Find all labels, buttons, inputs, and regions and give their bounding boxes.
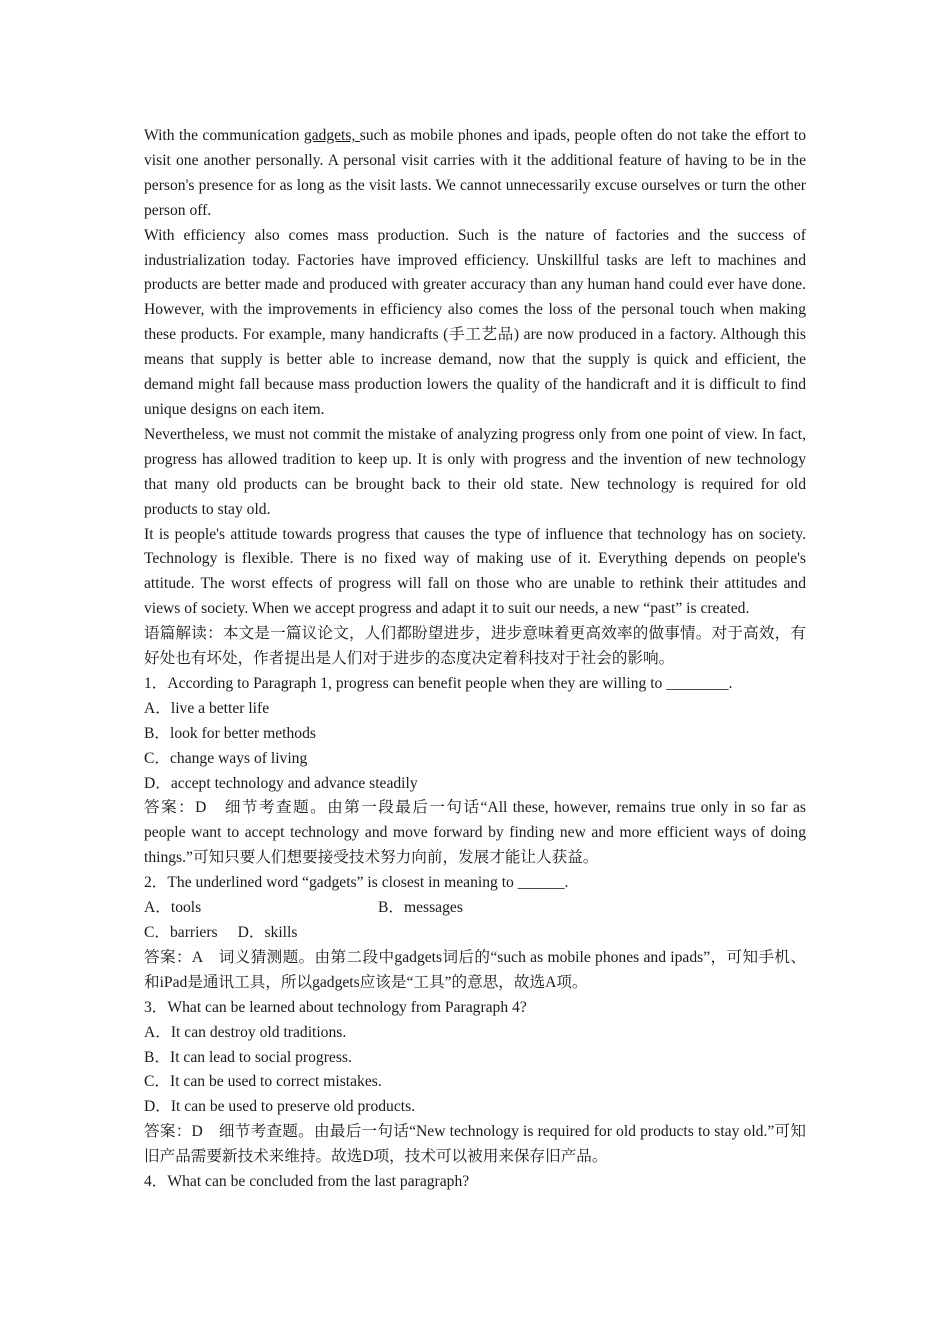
question-2-option-d: D．skills (237, 924, 298, 941)
question-3-stem: 3．What can be learned about technology from Paragraph 4? (144, 998, 527, 1016)
question-1-option-b: B．look for better methods (144, 724, 316, 742)
question-2-stem: 2．The underlined word “gadgets” is closest in meaning to ______. (144, 874, 569, 892)
question-2-option-c: C．barriers (144, 924, 218, 941)
question-1-option-a: A．live a better life (144, 699, 270, 717)
question-3-option-d: D．It can be used to preserve old products. (144, 1098, 416, 1116)
question-3-answer: 答案：D 细节考查题。由最后一句话“New technology is required for old products to stay old.”可知旧产品需要新技术来维持。故选D项，技术可以被用来保存旧产品。 (144, 1123, 806, 1166)
document-page (144, 124, 806, 1195)
passage-paragraph-4: It is people's attitude towards progress that causes the type of influence that technology has on society. Technology is flexible. There is no fixed way of making use of it. Everything depends on people's attitude. The worst effects of progress will fall on those who are unable to rethink their attitudes and views of society. When we accept progress and adapt it to suit our needs, a new “past” is created. (144, 525, 806, 618)
question-2-options-row-1 (144, 896, 806, 921)
question-4-stem: 4．What can be concluded from the last paragraph? (144, 1173, 470, 1191)
p1-text-start: With the communication (144, 127, 304, 144)
question-1-answer: 答案：D 细节考查题。由第一段最后一句话“All these, however, remains true only in so far as people want to accept technology and move forward by finding new and more efficient ways of doing things.”可知只要人们想要接受技术努力向前，发展才能让人获益。 (144, 799, 806, 867)
question-1-stem: 1．According to Paragraph 1, progress can benefit people when they are willing to ________. (144, 674, 733, 692)
question-3-option-b: B．It can lead to social progress. (144, 1048, 352, 1066)
passage-paragraph-3: Nevertheless, we must not commit the mistake of analyzing progress only from one point of view. In fact, progress has allowed tradition to keep up. It is only with progress and the invention of new technology that many old products can be brought back to their old state. New technology is required for old products to stay old. (144, 425, 806, 518)
question-2-option-b: B．messages (378, 899, 463, 917)
passage-paragraph-2: With efficiency also comes mass production. Such is the nature of factories and the success of industrialization today. Factories have improved efficiency. Unskillful tasks are left to machines and products are better made and produced with greater accuracy than any human hand could ever have done. However, with the improvements in efficiency also comes the loss of the personal touch when making these products. For example, many handicrafts (手工艺品) are now produced in a factory. Although this means that supply is better able to increase demand, now that the supply is quick and efficient, the demand might fall because mass production lowers the quality of the handicraft and it is difficult to find unique designs on each item. (144, 226, 806, 418)
question-3-option-c: C．It can be used to correct mistakes. (144, 1073, 382, 1091)
question-2-option-a: A．tools (144, 899, 202, 917)
question-2-options-row-2 (144, 921, 806, 946)
passage-paragraph-1 (144, 124, 806, 224)
question-3-option-a: A．It can destroy old traditions. (144, 1023, 347, 1041)
question-2-answer: 答案：A 词义猜测题。由第二段中gadgets词后的“such as mobile phones and ipads”，可知手机、和iPad是通讯工具，所以gadgets应该是“工具”的意思，故选A项。 (144, 948, 806, 991)
question-1-option-d: D．accept technology and advance steadily (144, 774, 418, 792)
passage-analysis: 语篇解读：本文是一篇议论文，人们都盼望进步，进步意味着更高效率的做事情。对于高效，有好处也有坏处，作者提出是人们对于进步的态度决定着科技对于社会的影响。 (144, 625, 806, 668)
underlined-word-gadgets: gadgets, (303, 127, 360, 144)
p1-text-rest: such as mobile phones and ipads, people often do not take the effort to visit one another personally. A personal visit carries with it the additional feature of having to be in the person's presence for as long as the visit lasts. We cannot unnecessarily excuse ourselves or turn the other person off. (144, 127, 806, 219)
question-1-option-c: C．change ways of living (144, 749, 308, 767)
